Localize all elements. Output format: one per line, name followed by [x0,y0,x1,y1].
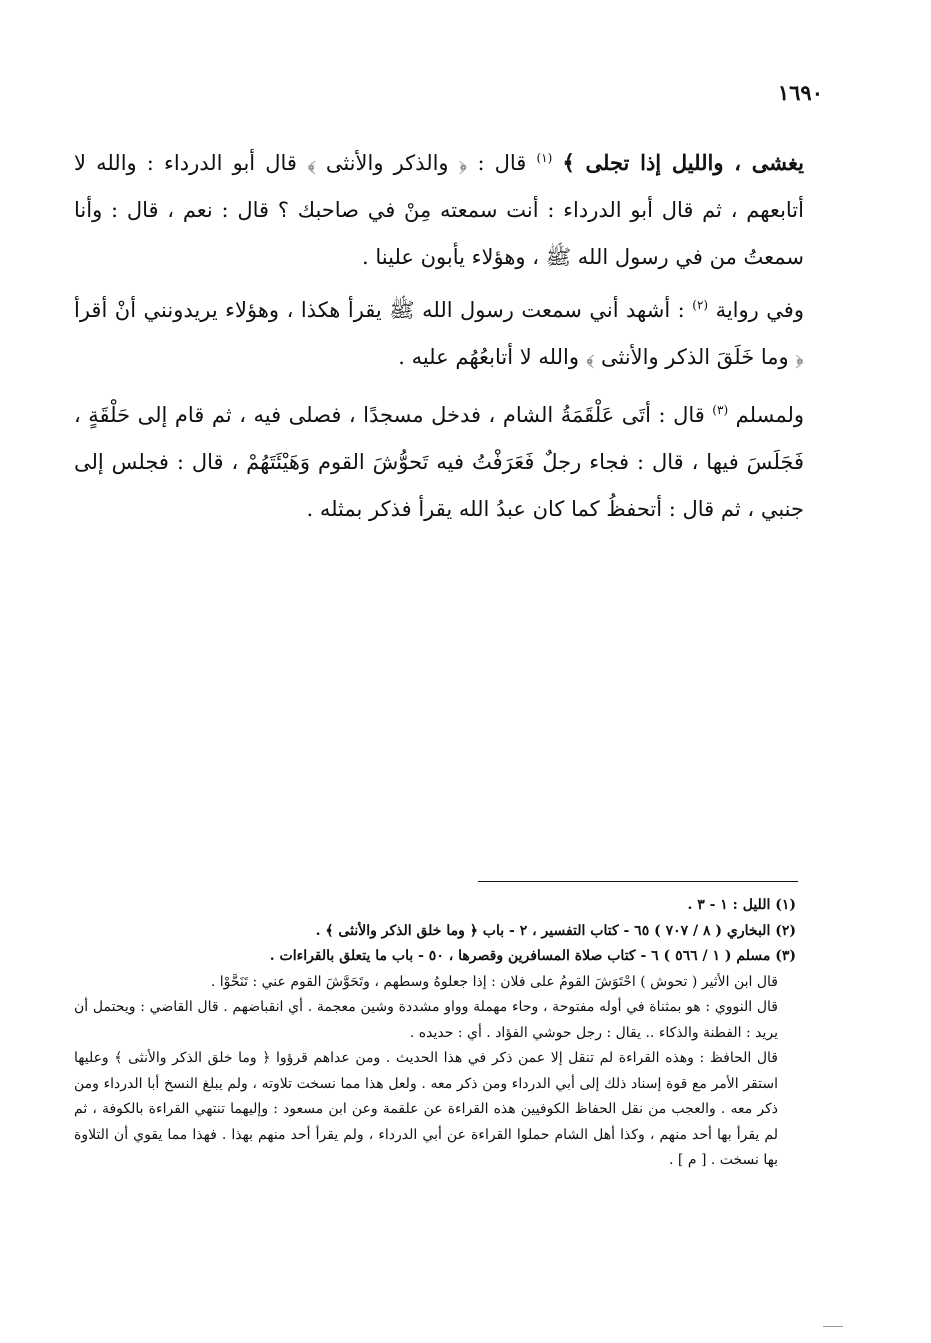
footnote-3: (٣) مسلم ( ١ / ٥٦٦ ) ٦ - كتاب صلاة المسافرين وقصرها ، ٥٠ - باب ما يتعلق بالقراءات . [269,948,796,964]
paragraph-3-text: قال : أتَى عَلْقَمَةُ الشام ، فدخل مسجدًا ، فصلى فيه ، ثم قام إلى حَلْقَةٍ ، فَجَلَسَ فيها ، قال : فجاء رجلٌ فَعَرَفْتُ فيه تَحوُّشَ القوم وَهَيْئَتَهُمْ ، قال : فجلس إلى جنبي ، ثم قال : أتحفظُ كما كان عبدُ الله يقرأ فذكر بمثله . [74,403,804,521]
footnote-ref-3: (٣) [712,403,729,417]
footnote-2: (٢) البخاري ( ٨ / ٧٠٧ ) ٦٥ - كتاب التفسير ، ٢ - باب ﴿ وما خلق الذكر والأنثى ﴾ . [315,922,796,939]
main-paragraph-3 [74,387,804,533]
footnote-note-hafiz: قال الحافظ : وهذه القراءة لم تنقل إلا عمن ذكر في هذا الحديث . ومن عداهم قرؤوا ﴿ وما خلق الذكر والأنثى ﴾ وعليها استقر الأمر مع قوة إسناد ذلك إلى أبي الدرداء ومن ذكر معه . ولعل هذا مما نسخت تلاوته ، ولم يبلغ النسخ أبا الدرداء ومن ذكر معه . والعجب من نقل الحفاظ الكوفيين هذه القراءة عن علقمة وعن ابن مسعود : وإليهما تنتهي القراءة بالكوفة ، ثم لم يقرأ بها أحد منهم ، وكذا أهل الشام حملوا القراءة عن أبي الدرداء ، ولم يقرأ أحد منهم بهذا . فهذا مما يقوي أن التلاوة بها نسخت . [ م ] . [74,1050,778,1168]
footnote-note-ibn-athir: قال ابن الأثير ( تحوش ) احْتَوَشَ القومُ على فلان : إذا جعلوهُ وسطهم ، وتَحَوَّشَ القوم عني : تَنَحَّوْا . [210,973,778,990]
paragraph-3-lead: ولمسلم [735,403,804,427]
main-paragraph-1 [74,135,804,281]
footnote-1: (١) الليل : ١ - ٣ . [687,897,796,913]
footnote-ref-1: (١) [536,151,553,165]
page-edge-mark [823,1326,843,1327]
footnote-ref-2: (٢) [692,298,709,312]
paragraph-2-text: : أشهد أني سمعت رسول الله ﷺ يقرأ هكذا ، وهؤلاء يريدونني أنْ أقرأ ﴿ وما خَلَقَ الذكر والأنثى ﴾ والله لا أتابعُهُم عليه . [74,298,804,369]
quran-verse-intro: يغشى ، والليل إذا تجلى ﴾ [562,150,804,175]
paragraph-1-text: قال : ﴿ والذكر والأنثى ﴾ قال أبو الدرداء : والله لا أتابعهم ، ثم قال أبو الدرداء : أنت سمعته مِنْ في صاحبك ؟ قال : نعم ، قال : وأنا سمعتُ من في رسول الله ﷺ ، وهؤلاء يأبون علينا . [74,151,804,269]
paragraph-2-lead: وفي رواية [715,298,804,322]
footnotes [74,893,796,1174]
footnote-note-nawawi: قال النووي : هو بمثناة في أوله مفتوحة ، وحاء مهملة وواو مشددة وشين معجمة . أي انقباضهم . قال القاضي : ويحتمل أن يريد : الفطنة والذكاء .. يقال : رجل حوشي الفؤاد . أي : حديده . [74,999,778,1041]
main-paragraph-2 [74,282,804,381]
footnote-divider [478,881,798,882]
page-number: ١٦٩٠ [777,80,823,105]
